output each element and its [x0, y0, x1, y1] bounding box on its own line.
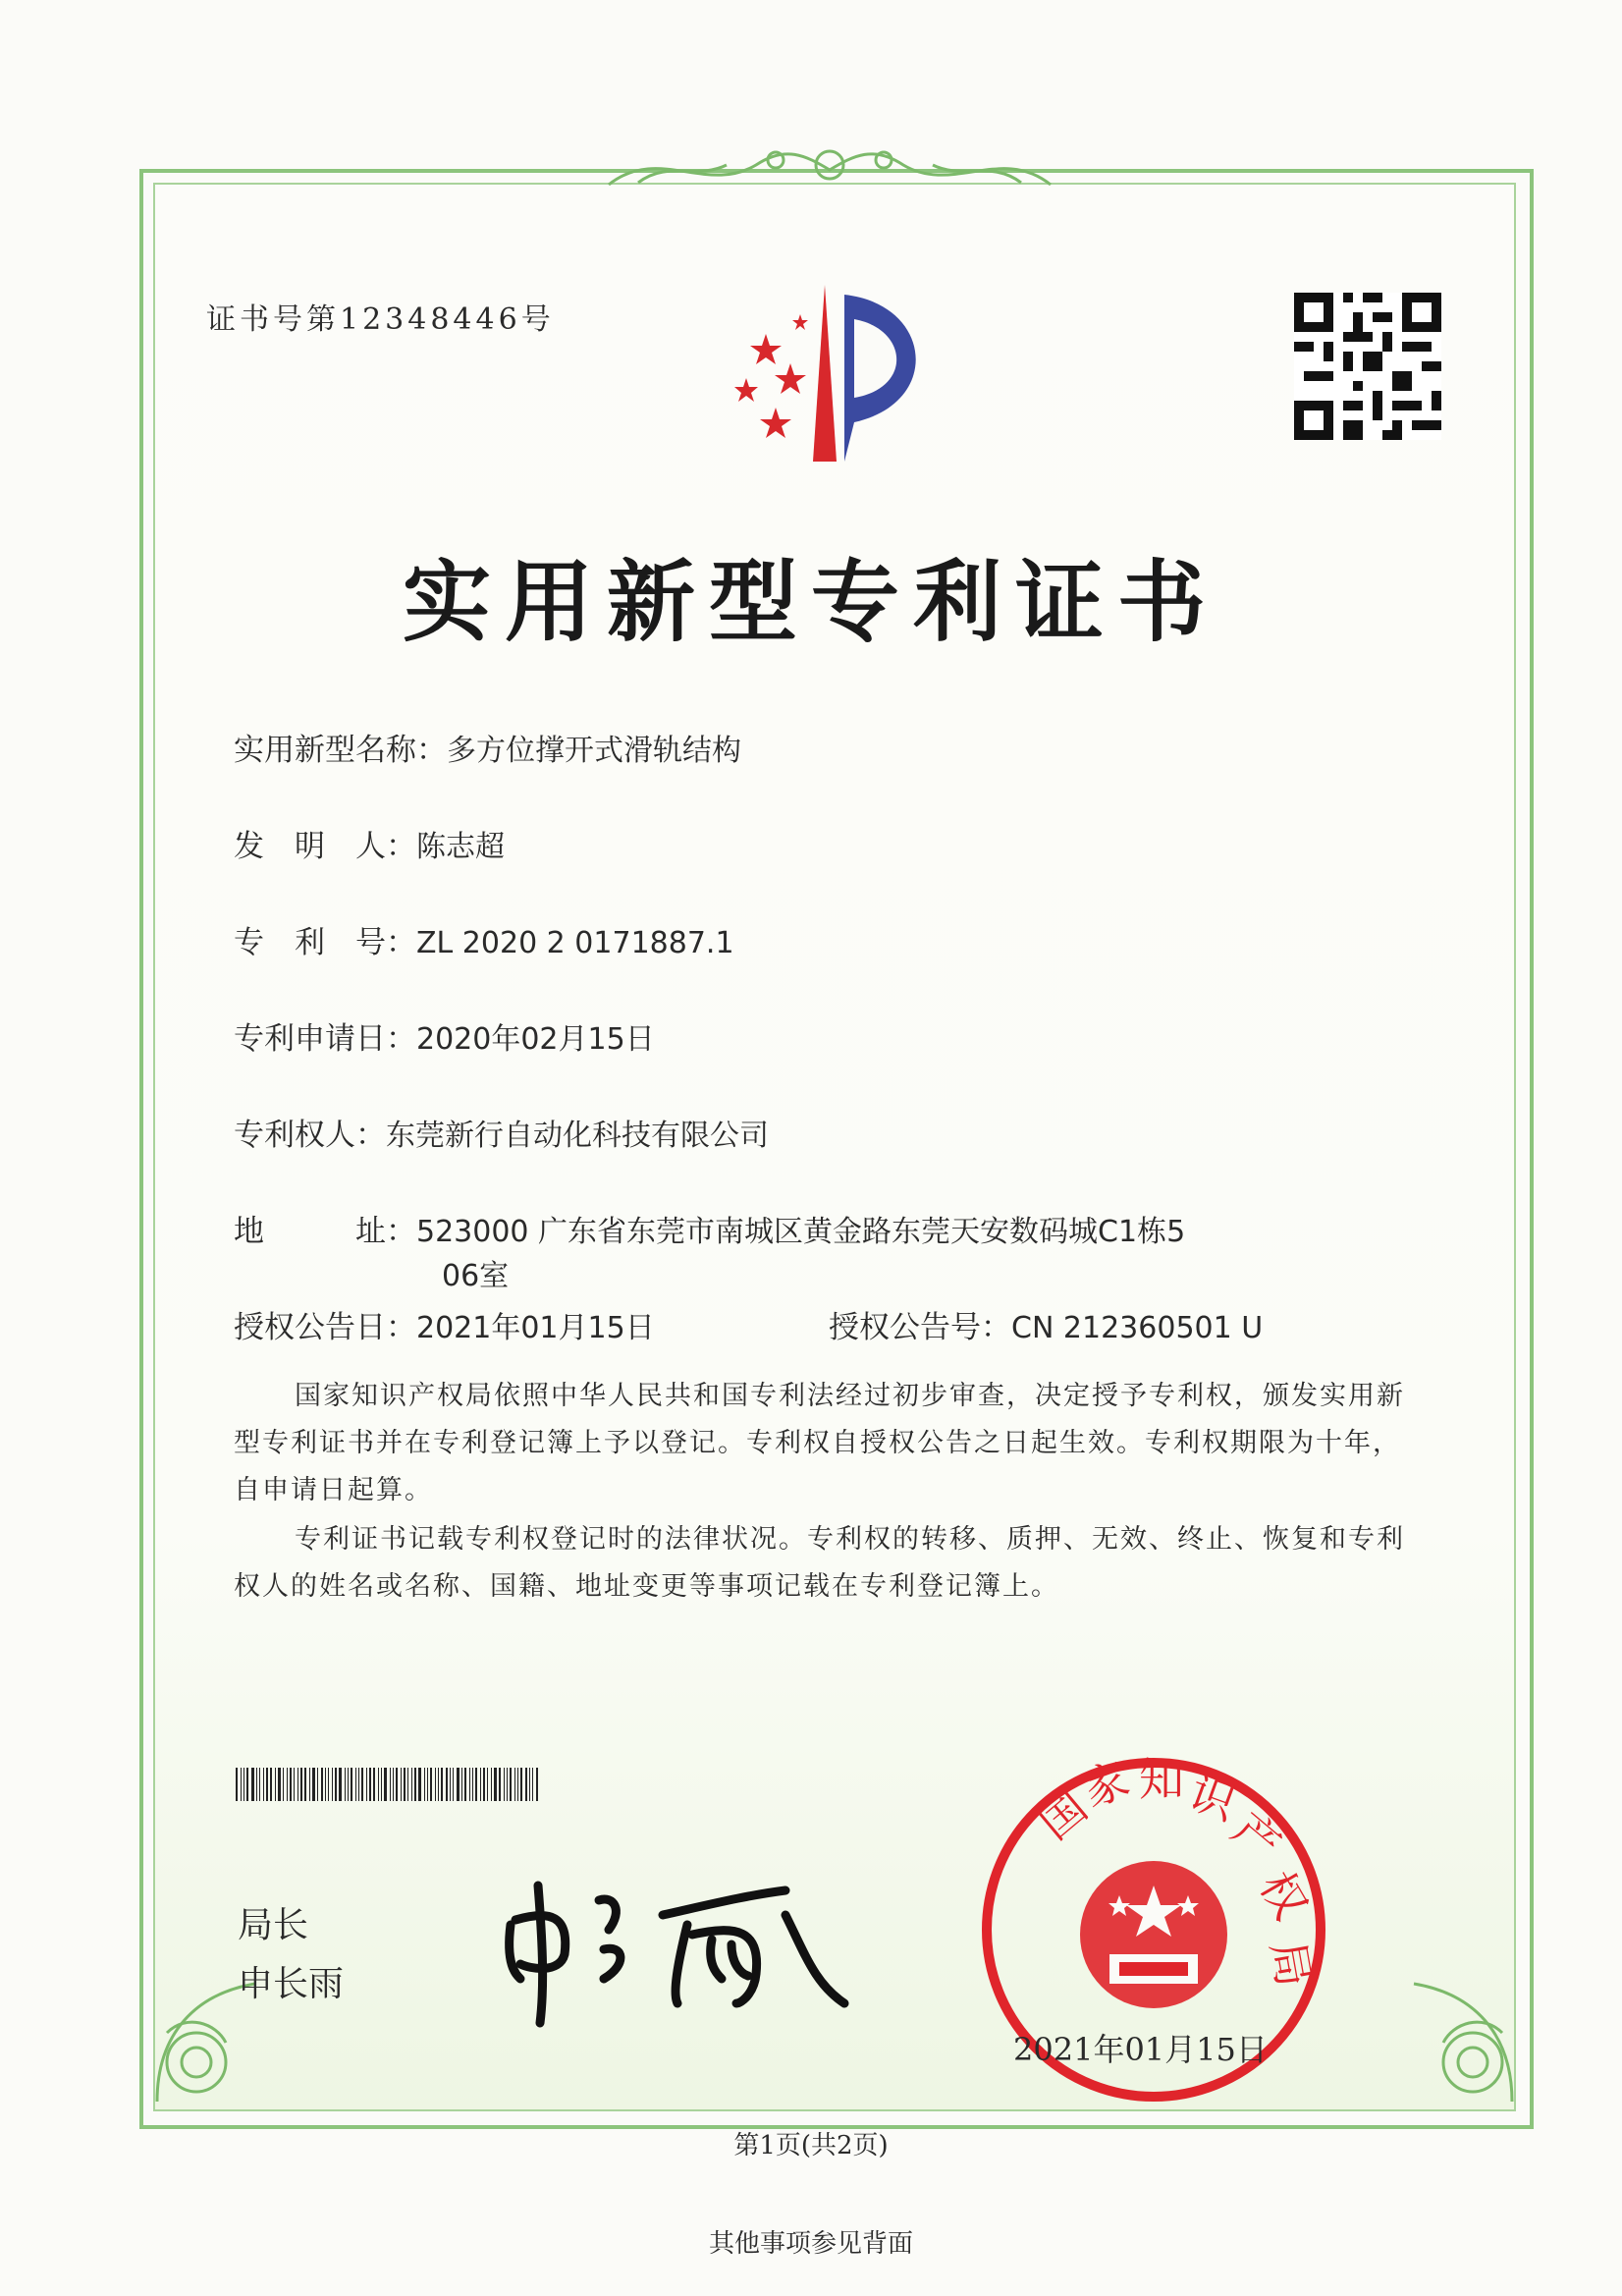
barcode-bar: [438, 1768, 439, 1801]
field-value: 陈志超: [416, 830, 505, 864]
barcode-bar: [494, 1768, 497, 1801]
barcode-bar: [441, 1768, 443, 1801]
svg-text:局: 局: [1261, 1937, 1322, 1992]
field-label: 地 址：: [234, 1214, 416, 1249]
back-side-note: 其他事项参见背面: [708, 2229, 913, 2259]
page-indicator: 第1页(共2页): [733, 2131, 889, 2160]
barcode-bar: [464, 1768, 466, 1801]
barcode-bar: [390, 1768, 391, 1801]
barcode-bar: [259, 1768, 260, 1801]
barcode-bar: [312, 1768, 315, 1801]
director-name: 申长雨: [238, 1964, 345, 2004]
field-label: 专 利 号：: [234, 925, 416, 960]
barcode-bar: [256, 1768, 257, 1801]
barcode-bar: [297, 1768, 298, 1801]
barcode-bar: [369, 1768, 371, 1801]
barcode-bar: [532, 1768, 533, 1801]
barcode-bar: [309, 1768, 310, 1801]
seal-date: 2021年01月15日: [1013, 2031, 1268, 2068]
barcode-bar: [393, 1768, 394, 1801]
handwritten-signature-icon: [491, 1856, 864, 2033]
barcode-bar: [283, 1768, 284, 1801]
field-utility-name: [234, 725, 741, 769]
barcode-bar: [317, 1768, 318, 1801]
barcode-bar: [507, 1768, 508, 1801]
barcode-bar: [487, 1768, 488, 1801]
svg-text:产: 产: [1221, 1802, 1291, 1872]
barcode-bar: [520, 1768, 522, 1801]
barcode-bar: [236, 1768, 238, 1801]
barcode-bar: [491, 1768, 492, 1801]
barcode-bar: [469, 1768, 470, 1801]
barcode-bar: [504, 1768, 505, 1801]
field-address: [234, 1206, 1185, 1250]
barcode-bar: [446, 1768, 448, 1801]
barcode-bar: [251, 1768, 254, 1801]
barcode-bar: [275, 1768, 276, 1801]
barcode-bar: [345, 1768, 346, 1801]
barcode-bar: [472, 1768, 473, 1801]
svg-text:知: 知: [1139, 1753, 1184, 1806]
field-label: 专利申请日：: [234, 1021, 416, 1057]
barcode-bar: [304, 1768, 306, 1801]
barcode-bar: [287, 1768, 288, 1801]
barcode-bar: [300, 1768, 302, 1801]
svg-text:国: 国: [1028, 1779, 1098, 1850]
field-label: 专利权人：: [234, 1118, 386, 1153]
field-value: 2020年02月15日: [416, 1022, 655, 1057]
barcode-bar: [294, 1768, 295, 1801]
barcode-bar: [358, 1768, 359, 1801]
field-inventor: [234, 821, 505, 865]
barcode-bar: [510, 1768, 512, 1801]
barcode-bar: [475, 1768, 477, 1801]
qr-code-icon: [1294, 293, 1441, 440]
barcode-bar: [480, 1768, 481, 1801]
barcode-bar: [325, 1768, 326, 1801]
barcode-bar: [414, 1768, 416, 1801]
bottom-right-ornament: [1335, 1915, 1532, 2111]
barcode-bar: [332, 1768, 333, 1801]
barcode-bar: [361, 1768, 363, 1801]
barcode-bar: [373, 1768, 375, 1801]
barcode-bar: [328, 1768, 329, 1801]
body-paragraph-1: 国家知识产权局依照中华人民共和国专利法经过初步审查，决定授予专利权，颁发实用新型专利证书并在专利登记簿上予以登记。专利权自授权公告之日起生效。专利权期限为十年，自申请日起算。: [234, 1381, 1405, 1505]
svg-text:识: 识: [1182, 1765, 1243, 1831]
field-application-date: [234, 1013, 655, 1058]
barcode-bar: [355, 1768, 356, 1801]
svg-text:家: 家: [1075, 1751, 1136, 1818]
barcode-bar: [427, 1768, 428, 1801]
barcode-bar: [435, 1768, 436, 1801]
field-value: CN 212360501 U: [1011, 1311, 1264, 1345]
barcode-bar: [263, 1768, 264, 1801]
body-paragraph-2: 专利证书记载专利权登记时的法律状况。专利权的转移、质押、无效、终止、恢复和专利权人的姓名或名称、国籍、地址变更等事项记载在专利登记簿上。: [234, 1524, 1405, 1602]
svg-text:权: 权: [1249, 1862, 1319, 1929]
barcode-bar: [525, 1768, 527, 1801]
field-patentee: [234, 1110, 769, 1154]
field-grant-number: [829, 1302, 1263, 1346]
barcode-bar: [321, 1768, 323, 1801]
field-value: 多方位撑开式滑轨结构: [447, 734, 741, 768]
barcode-bar: [536, 1768, 538, 1801]
field-patent-number: [234, 917, 734, 961]
field-address-line2: [442, 1251, 509, 1294]
barcode-bar: [457, 1768, 460, 1801]
barcode-bar: [378, 1768, 379, 1801]
field-value: 523000 广东省东莞市南城区黄金路东莞天安数码城C1栋5: [416, 1215, 1186, 1249]
barcode-bar: [499, 1768, 501, 1801]
barcode-bar: [351, 1768, 352, 1801]
barcode-bar: [453, 1768, 454, 1801]
certificate-title: 实用新型专利证书: [403, 550, 1219, 654]
barcode-bar: [335, 1768, 337, 1801]
field-label: 实用新型名称：: [234, 733, 447, 768]
barcode-bar: [396, 1768, 398, 1801]
barcode-bar: [266, 1768, 268, 1801]
barcode-bar: [407, 1768, 408, 1801]
field-label: 授权公告日：: [234, 1310, 416, 1345]
field-value: 06室: [442, 1259, 510, 1293]
barcode-bar: [381, 1768, 382, 1801]
barcode-bar: [243, 1768, 244, 1801]
barcode-bar: [483, 1768, 485, 1801]
barcode-bar: [366, 1768, 367, 1801]
field-grant-date: [234, 1302, 655, 1346]
barcode-bar: [430, 1768, 432, 1801]
barcode-bar: [278, 1768, 281, 1801]
barcode-bar: [339, 1768, 342, 1801]
barcode-bar: [246, 1768, 248, 1801]
barcode-bar: [401, 1768, 402, 1801]
certificate-number: 证书号第12348446号: [206, 302, 555, 337]
barcode-bar: [270, 1768, 272, 1801]
field-value: ZL 2020 2 0171887.1: [416, 926, 734, 960]
barcode-bar: [461, 1768, 462, 1801]
field-label: 授权公告号：: [829, 1310, 1011, 1345]
barcode-bar: [348, 1768, 349, 1801]
barcode-bar: [424, 1768, 425, 1801]
barcode-bar: [411, 1768, 412, 1801]
barcode-icon: [236, 1768, 638, 1801]
barcode-bar: [404, 1768, 406, 1801]
barcode-bar: [290, 1768, 292, 1801]
patent-office-logo-icon: [707, 275, 962, 471]
director-title: 局长: [238, 1905, 309, 1945]
barcode-bar: [517, 1768, 518, 1801]
barcode-bar: [529, 1768, 530, 1801]
barcode-bar: [384, 1768, 387, 1801]
barcode-bar: [450, 1768, 451, 1801]
top-ornament: [599, 126, 1060, 204]
barcode-bar: [418, 1768, 421, 1801]
field-label: 发 明 人：: [234, 829, 416, 864]
field-value: 2021年01月15日: [416, 1311, 655, 1345]
field-value: 东莞新行自动化科技有限公司: [386, 1119, 769, 1153]
barcode-bar: [514, 1768, 515, 1801]
barcode-bar: [241, 1768, 242, 1801]
